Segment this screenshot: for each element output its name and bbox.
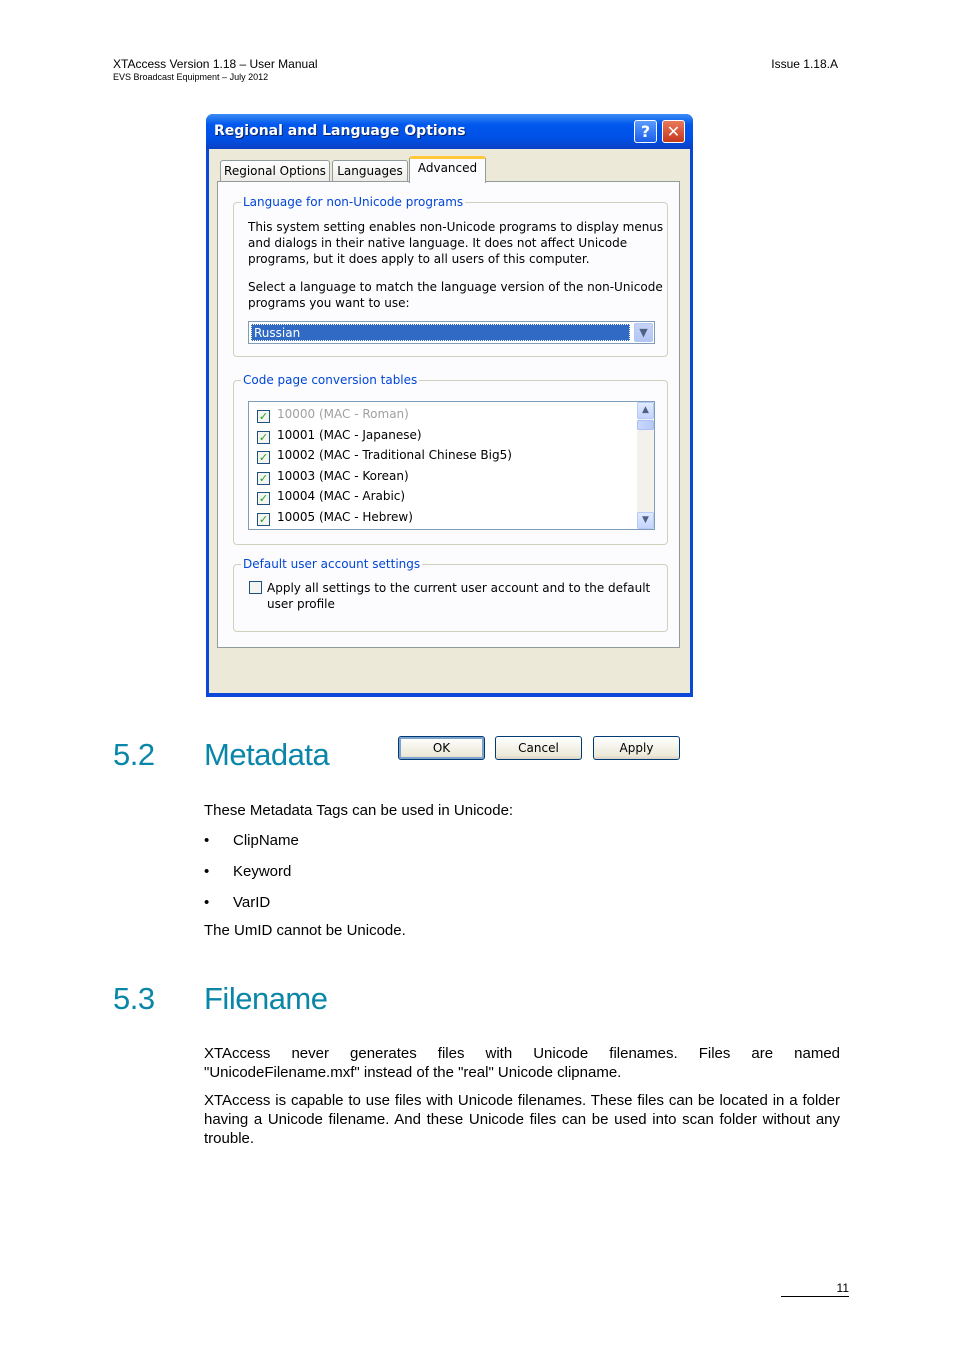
bullet-icon: • — [204, 863, 210, 880]
checkbox-checked-icon[interactable]: ✓ — [258, 431, 269, 444]
description-line: programs, but it does apply to all users of this computer. — [248, 252, 590, 266]
list-item[interactable] — [257, 468, 409, 488]
description-line: This system setting enables non-Unicode programs to display menus — [248, 220, 664, 234]
list-item — [204, 831, 299, 850]
checkbox-label-line: Apply all settings to the current user account and to the default — [267, 581, 651, 595]
bullet-text: VarID — [233, 894, 271, 911]
non-unicode-language-group — [233, 195, 668, 357]
tab-languages[interactable]: Languages — [332, 160, 408, 182]
filename-paragraph: XTAccess is capable to use files with Unicode filenames. These files can be located in a folder having a Unicode filename. And these Unicode files can be used into scan folder without any trouble. — [204, 1092, 840, 1147]
language-select[interactable] — [248, 321, 655, 344]
apply-button[interactable]: Apply — [593, 736, 680, 760]
ok-button[interactable]: OK — [398, 736, 485, 760]
list-item-label: 10002 (MAC - Traditional Chinese Big5) — [277, 448, 512, 462]
apply-default-label — [267, 580, 650, 612]
help-icon[interactable]: ? — [634, 120, 657, 143]
list-item[interactable] — [257, 509, 413, 529]
language-prompt — [248, 279, 663, 311]
chevron-down-icon[interactable]: ▼ — [634, 323, 653, 342]
prompt-line: Select a language to match the language version of the non-Unicode — [248, 280, 663, 294]
apply-default-checkbox[interactable] — [249, 581, 262, 594]
metadata-intro: These Metadata Tags can be used in Unicode: — [204, 802, 514, 819]
page-number: 11 — [781, 1281, 849, 1297]
list-item-label: 10005 (MAC - Hebrew) — [277, 510, 413, 524]
document-subtitle: EVS Broadcast Equipment – July 2012 — [113, 72, 269, 82]
filename-paragraph: XTAccess never generates files with Unicode filenames. Files are named "UnicodeFilename.mxf" instead of the "real" Unicode clipname. — [204, 1045, 840, 1081]
group-label: Code page conversion tables — [243, 373, 418, 387]
description-line: and dialogs in their native language. It does not affect Unicode — [248, 236, 628, 250]
group-label: Default user account settings — [243, 557, 421, 571]
list-item-label: 10001 (MAC - Japanese) — [277, 428, 422, 442]
list-item — [204, 862, 291, 881]
advanced-tab-panel — [217, 181, 680, 648]
group-label: Language for non-Unicode programs — [243, 195, 464, 209]
list-item-label: 10003 (MAC - Korean) — [277, 469, 409, 483]
section-title: Filename — [204, 981, 328, 1016]
checkbox-label-line: user profile — [267, 597, 335, 611]
bullet-icon: • — [204, 894, 210, 911]
checkbox-checked-icon[interactable]: ✓ — [258, 451, 269, 464]
section-number: 5.2 — [113, 737, 155, 772]
checkbox-checked-icon[interactable]: ✓ — [258, 492, 269, 505]
bullet-text: Keyword — [233, 863, 292, 880]
checkbox-checked-icon[interactable]: ✓ — [258, 513, 269, 526]
section-number: 5.3 — [113, 981, 155, 1016]
section-heading-filename — [113, 981, 328, 1017]
code-page-group — [233, 373, 668, 545]
default-user-group — [233, 557, 668, 632]
checkbox-checked-icon[interactable]: ✓ — [258, 472, 269, 485]
tab-regional-options[interactable]: Regional Options — [220, 160, 330, 182]
dialog-client-area — [209, 149, 690, 693]
metadata-note: The UmID cannot be Unicode. — [204, 922, 406, 939]
list-item[interactable] — [257, 447, 512, 467]
scroll-down-icon[interactable]: ▼ — [637, 512, 654, 529]
dialog-title: Regional and Language Options — [214, 123, 466, 139]
list-scrollbar[interactable] — [637, 402, 654, 529]
tab-advanced[interactable]: Advanced — [409, 156, 486, 183]
non-unicode-description — [248, 219, 663, 267]
list-item[interactable] — [257, 488, 405, 508]
section-heading-metadata — [113, 737, 329, 773]
bullet-text: ClipName — [233, 832, 299, 849]
list-item — [204, 893, 270, 912]
section-title: Metadata — [204, 737, 330, 772]
dialog-titlebar — [206, 114, 693, 149]
list-item[interactable] — [257, 427, 422, 447]
close-icon[interactable]: ✕ — [662, 120, 685, 143]
scroll-up-icon[interactable]: ▲ — [637, 402, 654, 419]
issue-label: Issue 1.18.A — [771, 57, 838, 71]
prompt-line: programs you want to use: — [248, 296, 410, 310]
checkbox-checked-icon[interactable]: ✓ — [258, 410, 269, 423]
selected-language: Russian — [251, 324, 630, 341]
code-page-list[interactable] — [248, 401, 655, 530]
document-title: XTAccess Version 1.18 – User Manual — [113, 57, 318, 71]
scroll-thumb[interactable] — [637, 420, 654, 430]
list-item-label: 10000 (MAC - Roman) — [277, 407, 409, 421]
list-item[interactable] — [257, 406, 409, 426]
cancel-button[interactable]: Cancel — [495, 736, 582, 760]
list-item-label: 10004 (MAC - Arabic) — [277, 489, 406, 503]
page-header — [113, 57, 318, 83]
bullet-icon: • — [204, 832, 210, 849]
